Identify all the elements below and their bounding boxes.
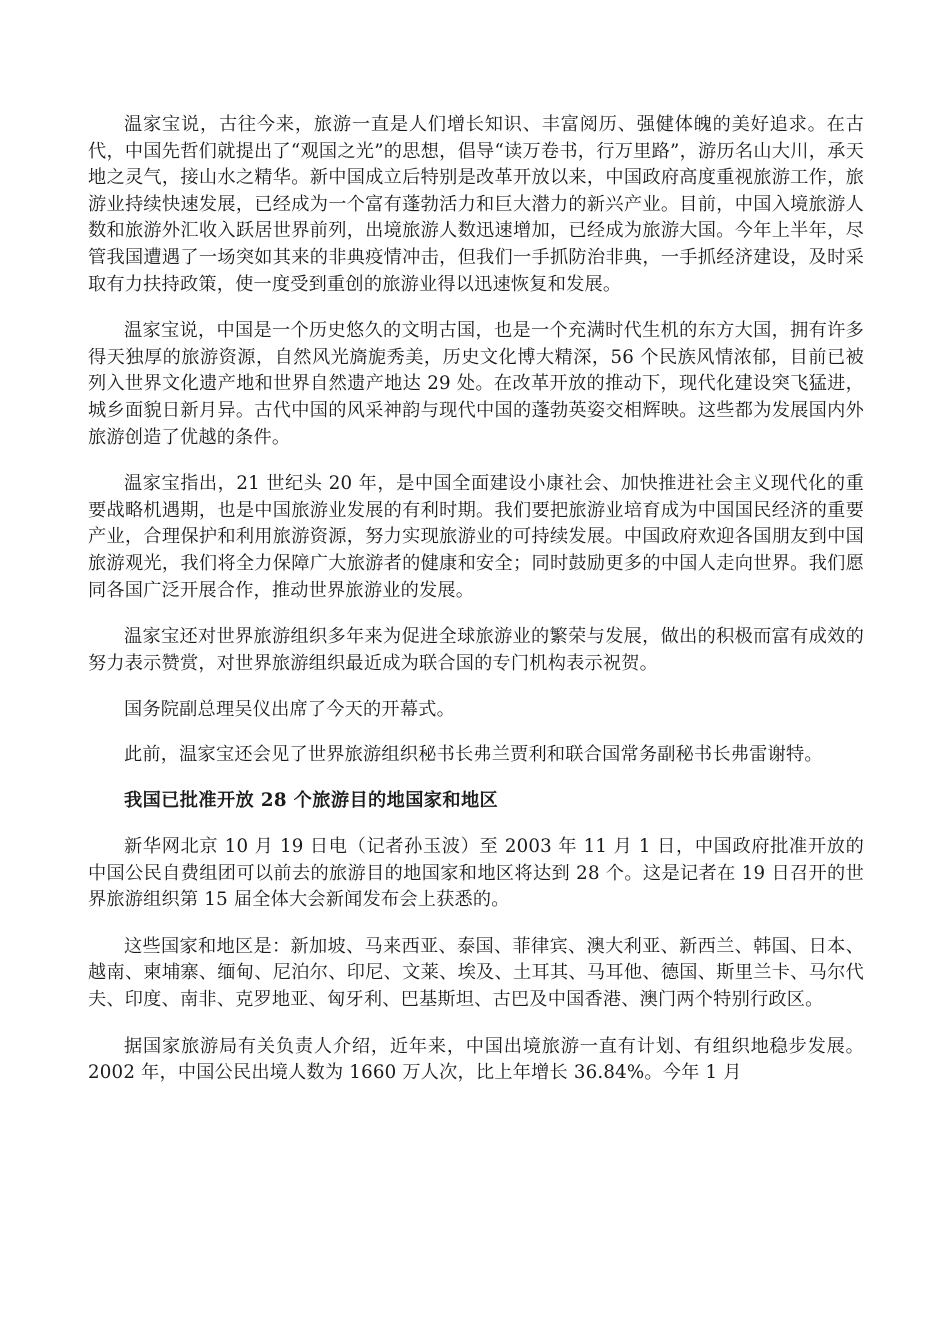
paragraph-destination-list: 这些国家和地区是：新加坡、马来西亚、泰国、菲律宾、澳大利亚、新西兰、韩国、日本、越南、柬埔寨、缅甸、尼泊尔、印尼、文莱、埃及、土耳其、马耳他、德国、斯里兰卡、马尔代夫、印度、南非、克罗地亚、匈牙利、巴基斯坦、古巴及中国香港、澳门两个特别行政区。 [88,935,864,1011]
paragraph-travel-tradition: 温家宝说，古往今来，旅游一直是人们增长知识、丰富阅历、强健体魄的美好追求。在古代，中国先哲们就提出了“观国之光”的思想，倡导“读万卷书，行万里路”，游历名山大川，承天地之灵气，接山水之精华。新中国成立后特别是改革开放以来，中国政府高度重视旅游工作，旅游业持续快速发展，已经成为一个富有蓬勃活力和巨大潜力的新兴产业。目前，中国入境旅游人数和旅游外汇收入跃居世界前列，出境旅游人数迅速增加，已经成为旅游大国。今年上半年，尽管我国遭遇了一场突如其来的非典疫情冲击，但我们一手抓防治非典，一手抓经济建设，及时采取有力扶持政策，使一度受到重创的旅游业得以迅速恢复和发展。 [88,114,864,295]
paragraph-meeting: 此前，温家宝还会见了世界旅游组织秘书长弗兰贾利和联合国常务副秘书长弗雷谢特。 [124,743,823,765]
paragraph-outbound-growth: 据国家旅游局有关负责人介绍，近年来，中国出境旅游一直有计划、有组织地稳步发展。2002 年，中国公民出境人数为 1660 万人次，比上年增长 36.84%。今年 1 月 [88,1035,864,1084]
paragraph-wto-congratulations: 温家宝还对世界旅游组织多年来为促进全球旅游业的繁荣与发展，做出的积极而富有成效的努力表示赞赏，对世界旅游组织最近成为联合国的专门机构表示祝贺。 [88,626,864,674]
paragraph-strategic-period: 温家宝指出，21 世纪头 20 年，是中国全面建设小康社会、加快推进社会主义现代化的重要战略机遇期，也是中国旅游业发展的有利时期。我们要把旅游业培育成为中国国民经济的重要产业，合理保护和利用旅游资源，努力实现旅游业的可持续发展。中国政府欢迎各国朋友到中国旅游观光，我们将全力保障广大旅游者的健康和安全；同时鼓励更多的中国人走向世界。我们愿同各国广泛开展合作，推动世界旅游业的发展。 [88,473,864,601]
document-page [88,112,864,1107]
section-heading: 我国已批准开放 28 个旅游目的地国家和地区 [124,790,499,812]
paragraph-news-report: 新华网北京 10 月 19 日电（记者孙玉波）至 2003 年 11 月 1 日，中国政府批准开放的中国公民自费组团可以前去的旅游目的地国家和地区将达到 28 个。这是记者在 19 日召开的世界旅游组织第 15 届全体大会新闻发布会上获悉的。 [88,836,864,911]
paragraph-china-resources: 温家宝说，中国是一个历史悠久的文明古国，也是一个充满时代生机的东方大国，拥有许多得天独厚的旅游资源，自然风光旖旎秀美，历史文化博大精深，56 个民族风情浓郁，目前已被列入世界文化遗产地和世界自然遗产地达 29 处。在改革开放的推动下，现代化建设突飞猛进，城乡面貌日新月异。古代中国的风采神韵与现代中国的蓬勃英姿交相辉映。这些都为发展国内外旅游创造了优越的条件。 [88,320,864,448]
paragraph-vice-premier: 国务院副总理吴仪出席了今天的开幕式。 [124,699,455,721]
